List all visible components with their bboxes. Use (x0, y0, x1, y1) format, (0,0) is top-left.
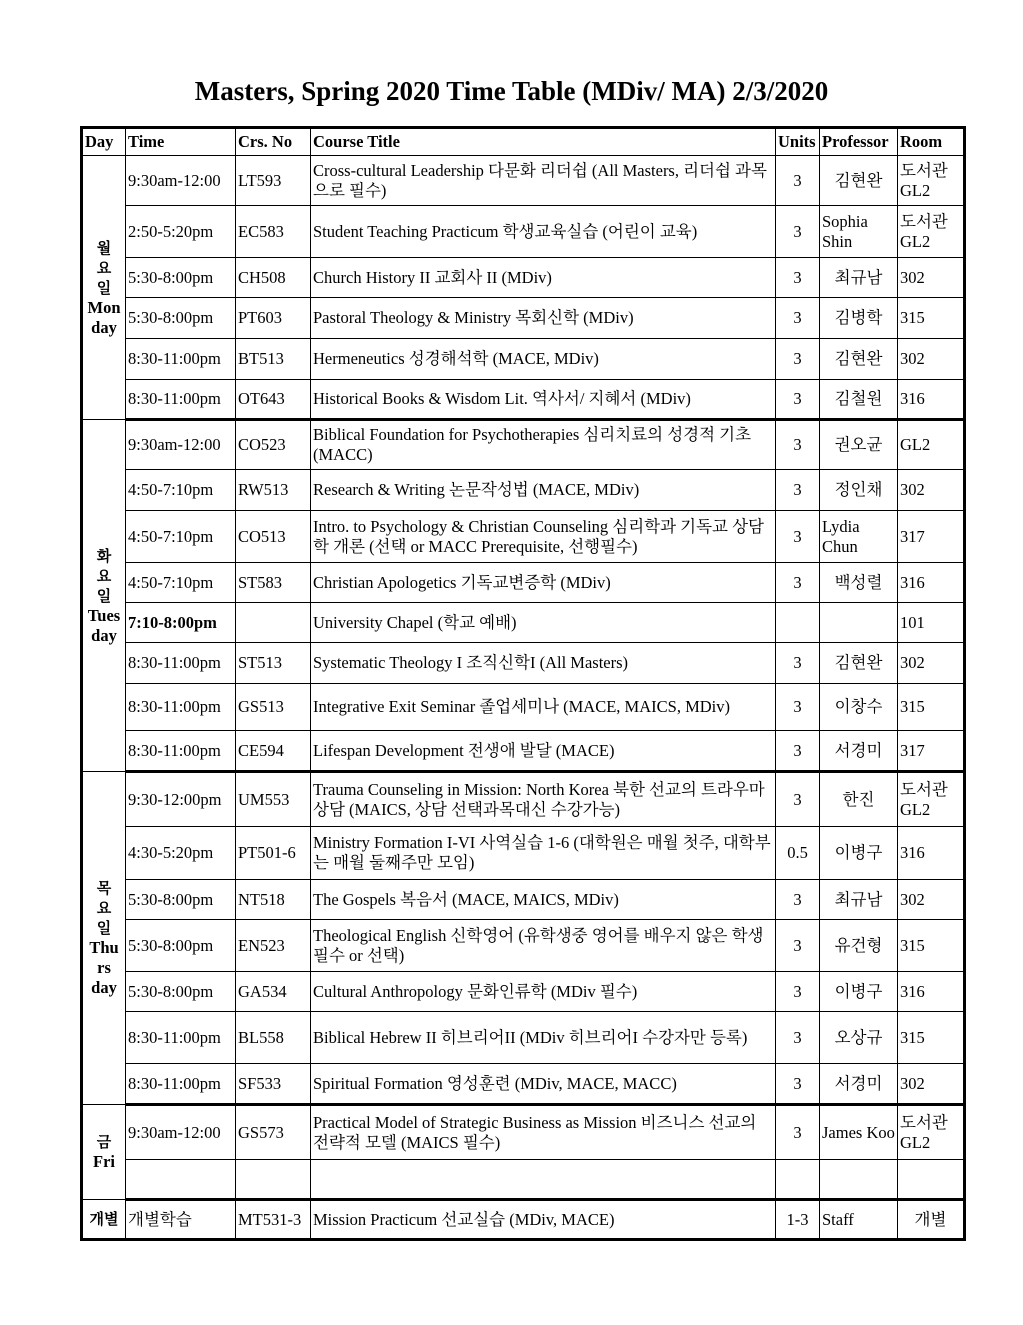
room-cell: 도서관 GL2 (898, 156, 965, 206)
course-title-cell: Systematic Theology I 조직신학I (All Masters) (311, 643, 776, 684)
units-cell: 3 (776, 511, 820, 563)
table-row (82, 827, 965, 880)
room-cell: 315 (898, 684, 965, 731)
table-row (82, 511, 965, 563)
table-row (82, 603, 965, 643)
course-no-cell: PT603 (236, 298, 311, 339)
course-no-cell: BL558 (236, 1012, 311, 1064)
header-room: Room (898, 128, 965, 156)
day-korean: 개별 (89, 1210, 119, 1228)
day-korean: 금 (96, 1133, 112, 1151)
time-cell: 5:30-8:00pm (126, 298, 236, 339)
header-units: Units (776, 128, 820, 156)
course-no-cell: ST513 (236, 643, 311, 684)
units-cell: 3 (776, 1064, 820, 1105)
room-cell: 302 (898, 1064, 965, 1105)
day-cell (82, 1105, 126, 1200)
professor-cell (820, 1160, 898, 1200)
room-cell: 도서관 GL2 (898, 1105, 965, 1160)
time-cell: 9:30am-12:00 (126, 420, 236, 470)
course-no-cell: UM553 (236, 772, 311, 827)
day-cell (82, 420, 126, 772)
time-cell: 4:50-7:10pm (126, 563, 236, 603)
table-row (82, 880, 965, 920)
day-english: Fri (93, 1152, 115, 1171)
table-row (82, 206, 965, 258)
units-cell: 3 (776, 880, 820, 920)
table-row (82, 258, 965, 298)
units-cell: 3 (776, 156, 820, 206)
table-row (82, 972, 965, 1012)
course-no-cell: CH508 (236, 258, 311, 298)
time-cell: 개별학습 (126, 1200, 236, 1240)
room-cell: 315 (898, 920, 965, 972)
units-cell: 3 (776, 380, 820, 420)
professor-cell: 권오균 (820, 420, 898, 470)
time-cell: 5:30-8:00pm (126, 880, 236, 920)
time-cell: 5:30-8:00pm (126, 920, 236, 972)
room-cell: 도서관 GL2 (898, 772, 965, 827)
time-cell: 4:50-7:10pm (126, 470, 236, 511)
room-cell (898, 1160, 965, 1200)
course-title-cell: Mission Practicum 선교실습 (MDiv, MACE) (311, 1200, 776, 1240)
course-no-cell: GA534 (236, 972, 311, 1012)
room-cell: 316 (898, 827, 965, 880)
course-no-cell: SF533 (236, 1064, 311, 1105)
professor-cell: James Koo (820, 1105, 898, 1160)
units-cell: 1-3 (776, 1200, 820, 1240)
time-cell: 5:30-8:00pm (126, 972, 236, 1012)
professor-cell: 김철원 (820, 380, 898, 420)
course-no-cell: CO513 (236, 511, 311, 563)
course-title-cell: Lifespan Development 전생애 발달 (MACE) (311, 731, 776, 772)
course-title-cell: Intro. to Psychology & Christian Counseling 심리학과 기독교 상담학 개론 (선택 or MACC Prerequisite, 선행필수) (311, 511, 776, 563)
table-row (82, 1012, 965, 1064)
header-day: Day (82, 128, 126, 156)
units-cell: 3 (776, 731, 820, 772)
course-no-cell: NT518 (236, 880, 311, 920)
room-cell: 개별 (898, 1200, 965, 1240)
time-cell: 7:10-8:00pm (126, 603, 236, 643)
time-cell: 8:30-11:00pm (126, 1012, 236, 1064)
time-cell: 8:30-11:00pm (126, 339, 236, 380)
professor-cell: 이병구 (820, 827, 898, 880)
table-row (82, 420, 965, 470)
time-cell: 4:30-5:20pm (126, 827, 236, 880)
course-title-cell: Biblical Foundation for Psychotherapies 심리치료의 성경적 기초 (MACC) (311, 420, 776, 470)
professor-cell: 김현완 (820, 339, 898, 380)
time-cell (126, 1160, 236, 1200)
course-title-cell: Cross-cultural Leadership 다문화 리더쉽 (All Masters, 리더쉽 과목으로 필수) (311, 156, 776, 206)
units-cell: 3 (776, 1012, 820, 1064)
professor-cell: 최규남 (820, 880, 898, 920)
day-english: Thu rs day (89, 938, 119, 997)
time-cell: 9:30am-12:00 (126, 156, 236, 206)
professor-cell: 한진 (820, 772, 898, 827)
course-no-cell: MT531-3 (236, 1200, 311, 1240)
course-title-cell: Spiritual Formation 영성훈련 (MDiv, MACE, MACC) (311, 1064, 776, 1105)
units-cell (776, 1160, 820, 1200)
course-no-cell: PT501-6 (236, 827, 311, 880)
day-cell (82, 1200, 126, 1240)
units-cell: 3 (776, 684, 820, 731)
course-no-cell (236, 603, 311, 643)
professor-cell (820, 603, 898, 643)
room-cell: 101 (898, 603, 965, 643)
room-cell: GL2 (898, 420, 965, 470)
professor-cell: 김현완 (820, 643, 898, 684)
table-row (82, 684, 965, 731)
header-row (82, 128, 965, 156)
units-cell: 3 (776, 920, 820, 972)
units-cell: 3 (776, 258, 820, 298)
units-cell: 3 (776, 206, 820, 258)
room-cell: 316 (898, 563, 965, 603)
timetable-body (82, 156, 965, 1240)
room-cell: 302 (898, 258, 965, 298)
timetable (80, 126, 966, 1241)
course-title-cell: Research & Writing 논문작성법 (MACE, MDiv) (311, 470, 776, 511)
units-cell: 3 (776, 298, 820, 339)
course-no-cell: GS573 (236, 1105, 311, 1160)
time-cell: 9:30am-12:00 (126, 1105, 236, 1160)
course-no-cell: CE594 (236, 731, 311, 772)
time-cell: 4:50-7:10pm (126, 511, 236, 563)
course-title-cell: Integrative Exit Seminar 졸업세미나 (MACE, MAICS, MDiv) (311, 684, 776, 731)
units-cell: 3 (776, 420, 820, 470)
course-title-cell: Theological English 신학영어 (유학생중 영어를 배우지 않은 학생 필수 or 선택) (311, 920, 776, 972)
table-row (82, 1064, 965, 1105)
professor-cell: 유건형 (820, 920, 898, 972)
course-title-cell: Cultural Anthropology 문화인류학 (MDiv 필수) (311, 972, 776, 1012)
course-no-cell: OT643 (236, 380, 311, 420)
professor-cell: 서경미 (820, 731, 898, 772)
units-cell: 0.5 (776, 827, 820, 880)
time-cell: 8:30-11:00pm (126, 380, 236, 420)
course-no-cell (236, 1160, 311, 1200)
table-row (82, 643, 965, 684)
course-title-cell: Hermeneutics 성경해석학 (MACE, MDiv) (311, 339, 776, 380)
header-time: Time (126, 128, 236, 156)
room-cell: 302 (898, 470, 965, 511)
table-row (82, 772, 965, 827)
course-title-cell: Christian Apologetics 기독교변증학 (MDiv) (311, 563, 776, 603)
page-title: Masters, Spring 2020 Time Table (MDiv/ MA) 2/3/2020 (194, 76, 829, 106)
professor-cell: 김병학 (820, 298, 898, 339)
time-cell: 8:30-11:00pm (126, 731, 236, 772)
course-title-cell: Practical Model of Strategic Business as Mission 비즈니스 선교의 전략적 모델 (MAICS 필수) (311, 1105, 776, 1160)
course-title-cell: Church History II 교회사 II (MDiv) (311, 258, 776, 298)
units-cell: 3 (776, 772, 820, 827)
course-no-cell: CO523 (236, 420, 311, 470)
professor-cell: 최규남 (820, 258, 898, 298)
table-row (82, 156, 965, 206)
room-cell: 302 (898, 643, 965, 684)
day-korean: 월 요 일 (96, 238, 112, 297)
units-cell: 3 (776, 563, 820, 603)
units-cell: 3 (776, 643, 820, 684)
course-no-cell: EN523 (236, 920, 311, 972)
course-title-cell: University Chapel (학교 예배) (311, 603, 776, 643)
day-korean: 화 요 일 (96, 546, 112, 605)
time-cell: 8:30-11:00pm (126, 684, 236, 731)
header-course-title: Course Title (311, 128, 776, 156)
table-row (82, 339, 965, 380)
table-row (82, 563, 965, 603)
time-cell: 9:30-12:00pm (126, 772, 236, 827)
units-cell: 3 (776, 1105, 820, 1160)
room-cell: 317 (898, 511, 965, 563)
course-title-cell: Pastoral Theology & Ministry 목회신학 (MDiv) (311, 298, 776, 339)
header-course-no: Crs. No (236, 128, 311, 156)
units-cell: 3 (776, 339, 820, 380)
room-cell: 315 (898, 298, 965, 339)
room-cell: 316 (898, 380, 965, 420)
professor-cell: Staff (820, 1200, 898, 1240)
course-no-cell: ST583 (236, 563, 311, 603)
room-cell: 도서관 GL2 (898, 206, 965, 258)
table-row (82, 1105, 965, 1160)
room-cell: 302 (898, 880, 965, 920)
course-title-cell: Historical Books & Wisdom Lit. 역사서/ 지혜서 (MDiv) (311, 380, 776, 420)
units-cell: 3 (776, 470, 820, 511)
room-cell: 315 (898, 1012, 965, 1064)
course-title-cell: Biblical Hebrew II 히브리어II (MDiv 히브리어I 수강자만 등록) (311, 1012, 776, 1064)
room-cell: 317 (898, 731, 965, 772)
day-english: Tues day (87, 605, 121, 645)
table-row (82, 298, 965, 339)
course-no-cell: GS513 (236, 684, 311, 731)
table-row (82, 1200, 965, 1240)
time-cell: 8:30-11:00pm (126, 643, 236, 684)
day-english: Mon day (87, 297, 121, 337)
course-title-cell: Student Teaching Practicum 학생교육실습 (어린이 교육) (311, 206, 776, 258)
room-cell: 316 (898, 972, 965, 1012)
professor-cell: Sophia Shin (820, 206, 898, 258)
units-cell: 3 (776, 972, 820, 1012)
course-title-cell: The Gospels 복음서 (MACE, MAICS, MDiv) (311, 880, 776, 920)
table-row (82, 470, 965, 511)
day-cell (82, 772, 126, 1105)
course-title-cell: Trauma Counseling in Mission: North Korea 북한 선교의 트라우마 상담 (MAICS, 상담 선택과목대신 수강가능) (311, 772, 776, 827)
professor-cell: 오상규 (820, 1012, 898, 1064)
day-korean: 목 요 일 (96, 879, 112, 937)
course-no-cell: BT513 (236, 339, 311, 380)
professor-cell: Lydia Chun (820, 511, 898, 563)
header-professor: Professor (820, 128, 898, 156)
professor-cell: 정인채 (820, 470, 898, 511)
course-no-cell: LT593 (236, 156, 311, 206)
table-row (82, 380, 965, 420)
time-cell: 8:30-11:00pm (126, 1064, 236, 1105)
time-cell: 5:30-8:00pm (126, 258, 236, 298)
room-cell: 302 (898, 339, 965, 380)
professor-cell: 김현완 (820, 156, 898, 206)
professor-cell: 서경미 (820, 1064, 898, 1105)
course-title-cell (311, 1160, 776, 1200)
table-row (82, 731, 965, 772)
professor-cell: 이병구 (820, 972, 898, 1012)
course-title-cell: Ministry Formation I-VI 사역실습 1-6 (대학원은 매월 첫주, 대학부는 매월 둘째주만 모임) (311, 827, 776, 880)
time-cell: 2:50-5:20pm (126, 206, 236, 258)
table-row (82, 920, 965, 972)
units-cell (776, 603, 820, 643)
course-no-cell: EC583 (236, 206, 311, 258)
course-no-cell: RW513 (236, 470, 311, 511)
professor-cell: 백성렬 (820, 563, 898, 603)
day-cell (82, 156, 126, 420)
table-row (82, 1160, 965, 1200)
professor-cell: 이창수 (820, 684, 898, 731)
